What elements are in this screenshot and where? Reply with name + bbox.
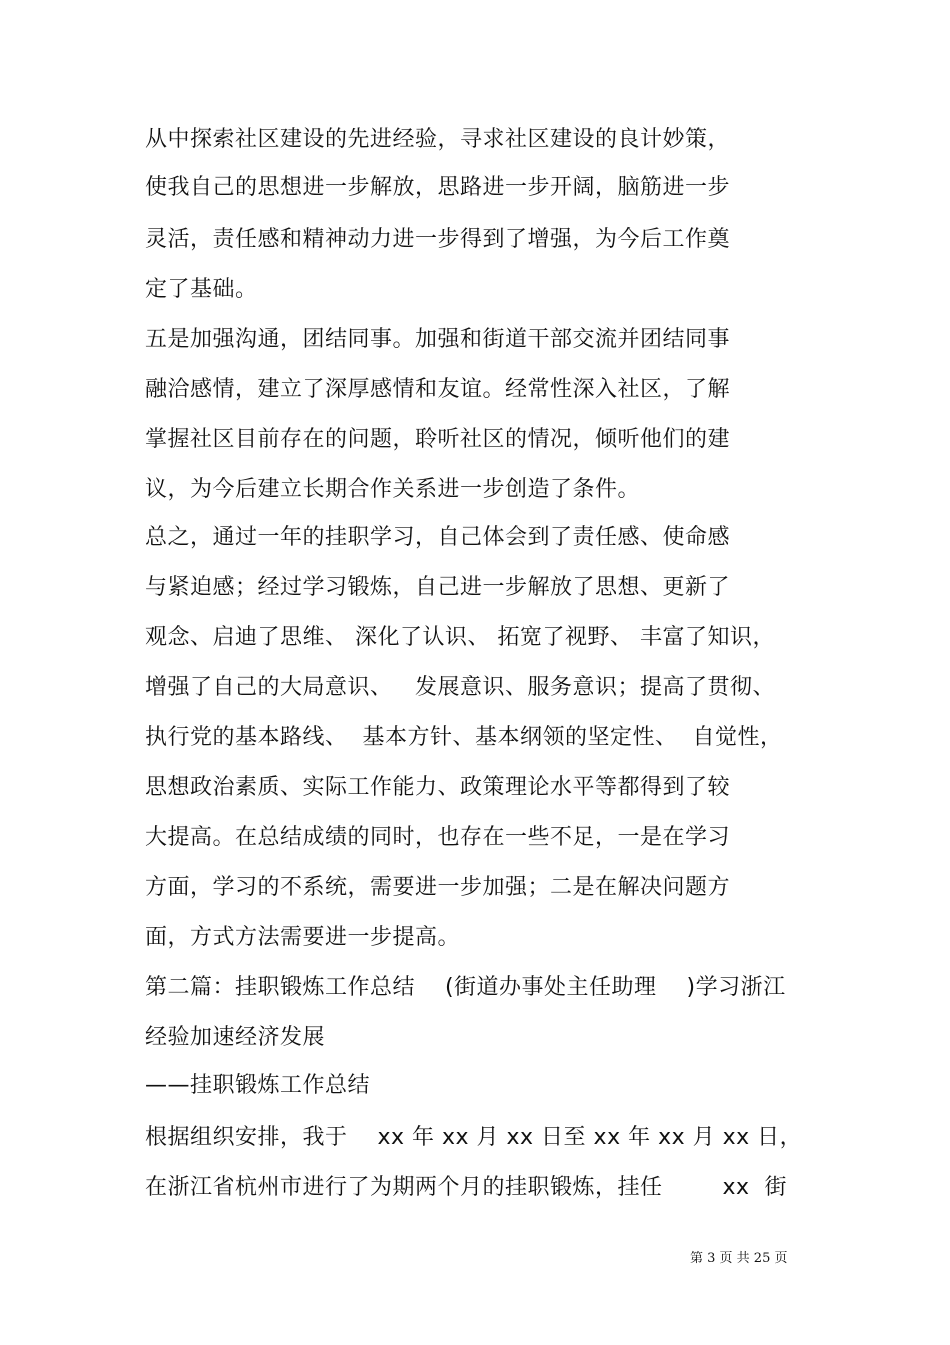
body-line: 定了基础。	[145, 277, 258, 302]
body-line: 面，方式方法需要进一步提高。	[145, 925, 461, 950]
body-line: 融洽感情，建立了深厚感情和友谊。经常性深入社区，了解	[145, 377, 731, 402]
body-line: 思想政治素质、实际工作能力、政策理论水平等都得到了较	[145, 775, 731, 800]
body-line: 方面，学习的不系统，需要进一步加强；二是在解决问题方	[145, 875, 731, 900]
body-line: 灵活，责任感和精神动力进一步得到了增强，为今后工作奠	[145, 227, 731, 252]
section-title-line: 第二篇：挂职锻炼工作总结 (街道办事处主任助理 )学习浙江	[145, 975, 786, 1000]
body-line: 与紧迫感；经过学习锻炼，自己进一步解放了思想、更新了	[145, 575, 731, 600]
body-line: 总之，通过一年的挂职学习，自己体会到了责任感、使命感	[145, 525, 731, 550]
section-title-line: 经验加速经济发展	[145, 1025, 326, 1050]
body-line: 五是加强沟通，团结同事。加强和街道干部交流并团结同事	[145, 327, 731, 352]
body-line: 掌握社区目前存在的问题，聆听社区的情况，倾听他们的建	[145, 427, 731, 452]
body-line: 在浙江省杭州市进行了为期两个月的挂职锻炼，挂任 xx 街	[145, 1175, 787, 1200]
body-line: 执行党的基本路线、 基本方针、基本纲领的坚定性、 自觉性，	[145, 725, 783, 750]
body-line: 使我自己的思想进一步解放，思路进一步开阔，脑筋进一步	[145, 175, 731, 200]
body-line: 从中探索社区建设的先进经验，寻求社区建设的良计妙策，	[145, 127, 731, 152]
page-number: 第 3 页 共 25 页	[690, 1251, 788, 1266]
body-line: 根据组织安排，我于 xx 年 xx 月 xx 日至 xx 年 xx 月 xx 日，	[145, 1125, 803, 1150]
body-line: 观念、启迪了思维、 深化了认识、 拓宽了视野、 丰富了知识，	[145, 625, 775, 650]
body-line: 议，为今后建立长期合作关系进一步创造了条件。	[145, 477, 641, 502]
body-line: 大提高。在总结成绩的同时，也存在一些不足，一是在学习	[145, 825, 731, 850]
body-line: 增强了自己的大局意识、 发展意识、服务意识；提高了贯彻、	[145, 675, 775, 700]
subtitle-line: ——挂职锻炼工作总结	[145, 1073, 371, 1098]
